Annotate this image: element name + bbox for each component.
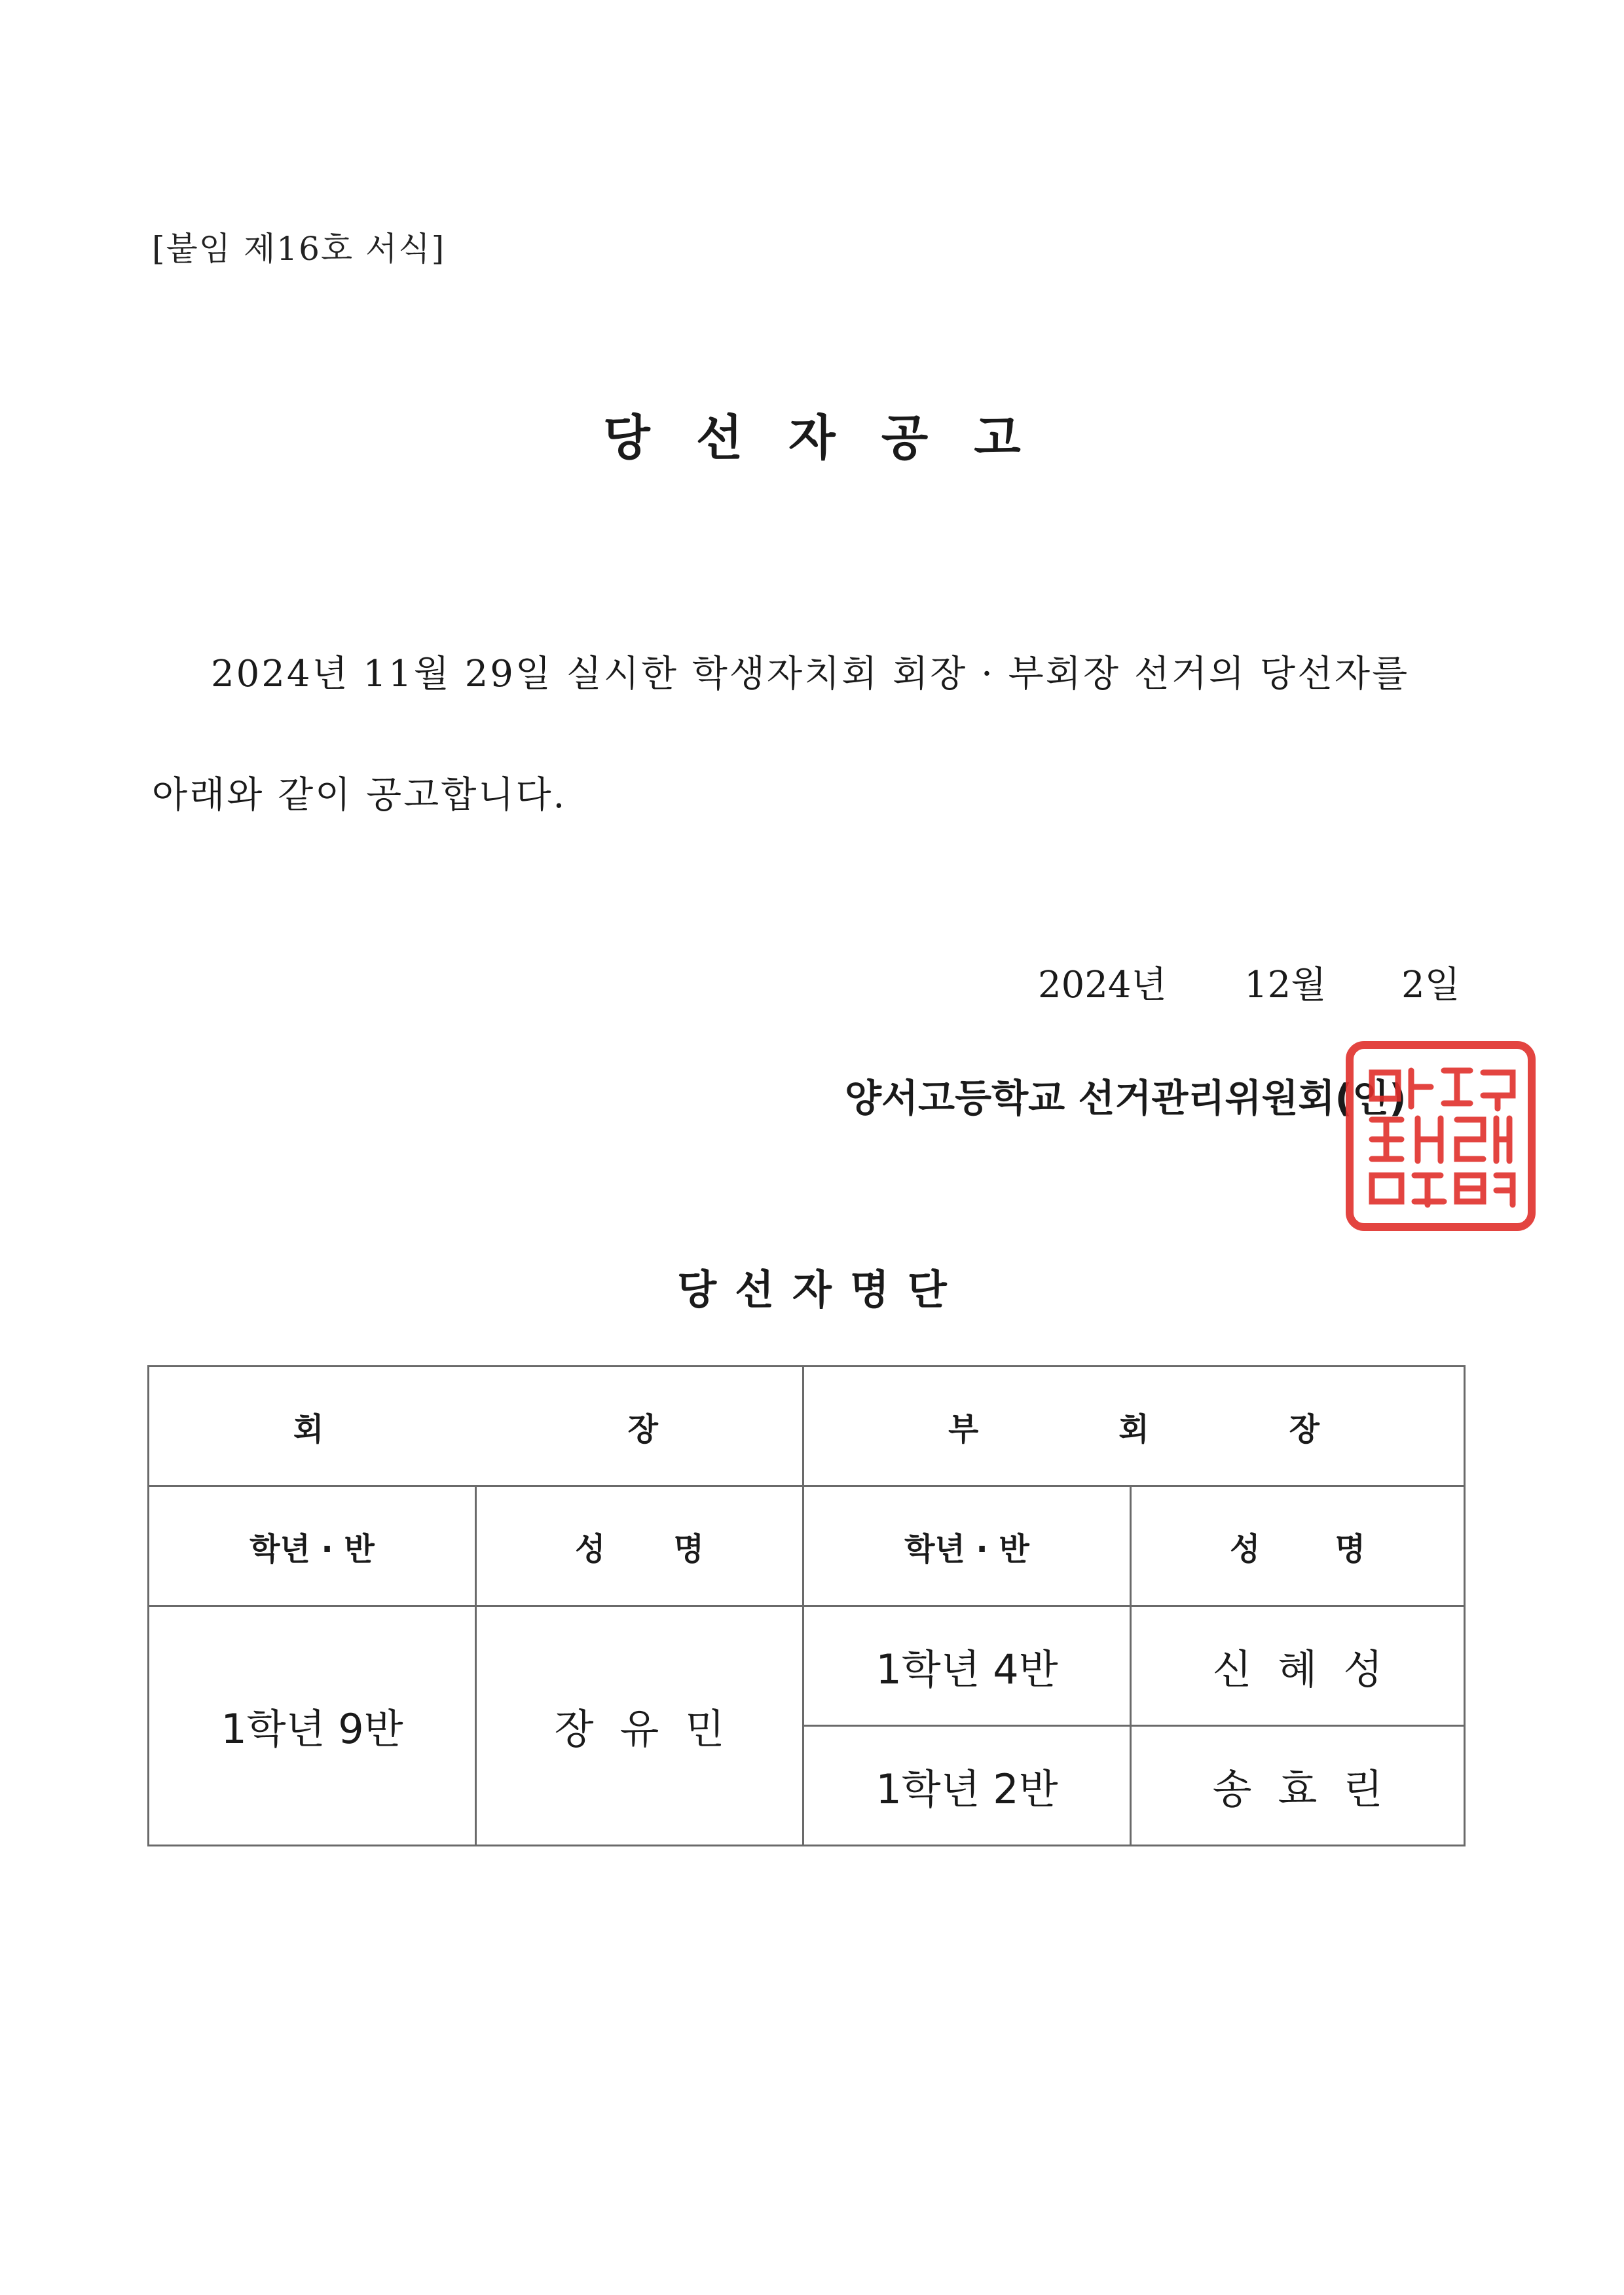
form-label: [붙임 제16호 서식] <box>152 230 446 268</box>
column-header-row <box>149 1486 1465 1606</box>
group-header-row <box>149 1367 1465 1486</box>
vice-name-header-char-2: 명 <box>1335 1530 1365 1568</box>
vice-president-2-grade-class: 1학년 2반 <box>803 1726 1131 1846</box>
president-header-char-2: 장 <box>627 1410 658 1448</box>
vice-president-group-header <box>803 1367 1465 1486</box>
president-name-header <box>476 1486 803 1606</box>
official-seal-icon <box>1346 1041 1536 1231</box>
president-group-header <box>149 1367 803 1486</box>
date-day: 2일 <box>1401 964 1460 1006</box>
body-line-2: 아래와 같이 공고합니다. <box>152 774 567 817</box>
winners-list-title: 당선자명단 <box>677 1266 965 1313</box>
vice-president-2-name: 송효린 <box>1131 1726 1465 1846</box>
vice-name-header-char-1: 성 <box>1230 1530 1261 1568</box>
document-title: 당선자공고 <box>603 410 1067 466</box>
president-grade-class: 1학년 9반 <box>149 1606 476 1846</box>
table-row <box>149 1606 1465 1726</box>
date-year: 2024년 <box>1038 964 1167 1006</box>
vice-name-header <box>1131 1486 1465 1606</box>
vice-grade-class-header: 학년 · 반 <box>803 1486 1131 1606</box>
president-name: 장유민 <box>476 1606 803 1846</box>
vice-president-1-name: 신혜성 <box>1131 1606 1465 1726</box>
winners-table <box>147 1365 1466 1846</box>
body-line-1: 2024년 11월 29일 실시한 학생자치회 회장 · 부회장 선거의 당선자를 <box>211 653 1410 695</box>
committee-name: 양서고등학교 선거관리위원회(인) <box>845 1076 1407 1120</box>
date-month: 12월 <box>1244 964 1327 1006</box>
vice-header-char-1: 부 <box>948 1410 979 1448</box>
name-header-char-2: 명 <box>673 1530 704 1568</box>
president-grade-class-header: 학년 · 반 <box>149 1486 476 1606</box>
vice-header-char-2: 회 <box>1118 1410 1149 1448</box>
vice-header-char-3: 장 <box>1289 1410 1320 1448</box>
vice-president-1-grade-class: 1학년 4반 <box>803 1606 1131 1726</box>
name-header-char-1: 성 <box>575 1530 606 1568</box>
president-header-char-1: 회 <box>293 1410 324 1448</box>
